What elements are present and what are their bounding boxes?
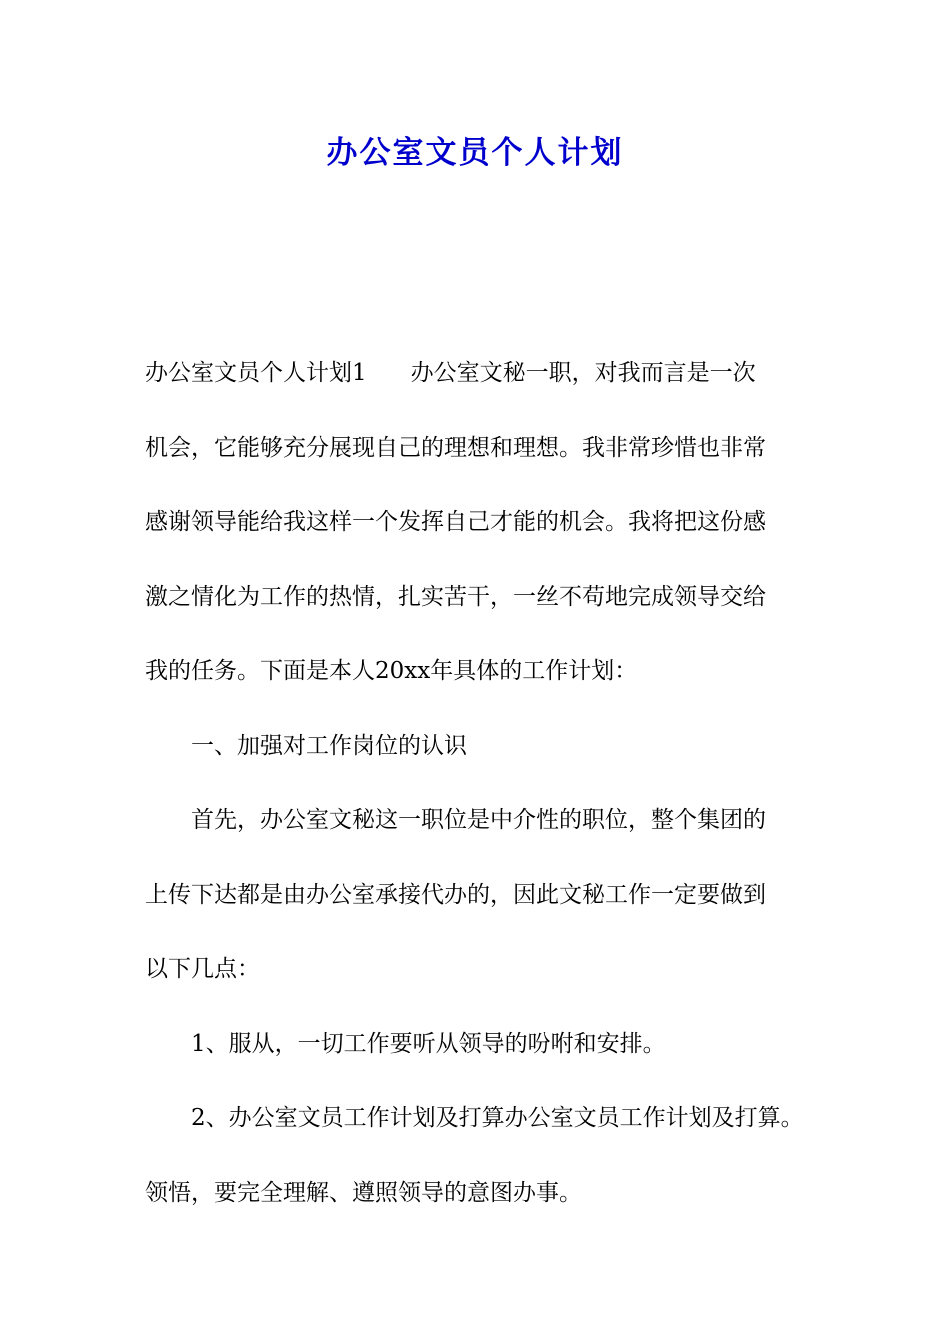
body-line-3: 感谢领导能给我这样一个发挥自己才能的机会。我将把这份感: [145, 509, 766, 535]
document-body: [145, 336, 810, 1230]
document-title: 办公室文员个人计划: [326, 135, 624, 171]
body-line-1-text: 办公室文秘一职，对我而言是一次: [410, 360, 756, 386]
body-line-4: 激之情化为工作的热情，扎实苦干，一丝不苟地完成领导交给: [145, 583, 766, 610]
list-item-2: 2、办公室文员工作计划及打算办公室文员工作计划及打算。: [191, 1105, 804, 1131]
body-line-2: 机会，它能够充分展现自己的理想和理想。我非常珍惜也非常: [145, 434, 766, 461]
body-line-7: 首先，办公室文秘这一职位是中介性的职位，整个集团的: [191, 807, 766, 833]
body-line-5: 我的任务。下面是本人20xx年具体的工作计划：: [145, 658, 638, 684]
body-line-8: 上传下达都是由办公室承接代办的，因此文秘工作一定要做到: [145, 881, 766, 908]
body-line-1: [145, 336, 810, 411]
body-line-12: 领悟，要完全理解、遵照领导的意图办事。: [145, 1179, 582, 1206]
intro-label: 办公室文员个人计划1: [145, 360, 367, 386]
list-item-1: 1、服从，一切工作要听从领导的吩咐和安排。: [191, 1030, 666, 1057]
section-heading: 一、加强对工作岗位的认识: [191, 732, 467, 759]
body-line-9: 以下几点：: [145, 956, 260, 982]
